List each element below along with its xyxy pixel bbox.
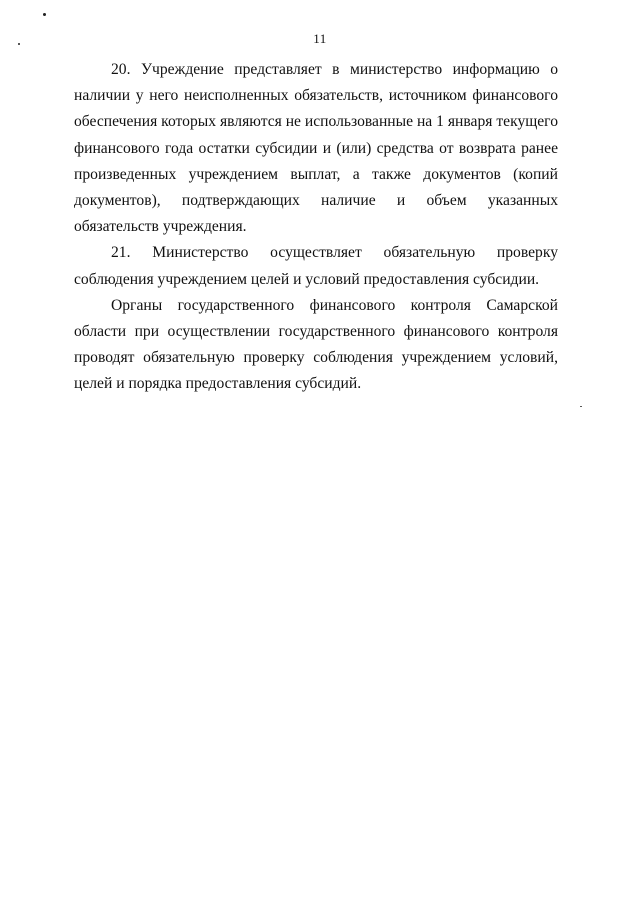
page-number: 11 <box>313 31 327 46</box>
scan-speck <box>43 13 46 16</box>
scan-speck <box>580 406 582 407</box>
paragraph-20: 20. Учреждение представляет в министерство информацию о наличии у него неисполненных обязательств, источником финансового обеспечения которых являются не использованные на 1 января текущего финансового года остатки субсидии и (или) средства от возврата ранее произведенных учреждением выплат, а также документов (копий документов), подтверждающих наличие и объем указанных обязательств учреждения. <box>74 61 558 236</box>
paragraph-control-bodies: Органы государственного финансового контроля Самарской области при осуществлении государственного финансового контроля проводят обязательную проверку соблюдения учреждением условий, целей и порядка предоставления субсидий. <box>74 296 558 393</box>
document-body <box>74 57 558 398</box>
paragraph-21: 21. Министерство осуществляет обязательную проверку соблюдения учреждением целей и условий предоставления субсидии. <box>74 244 558 288</box>
